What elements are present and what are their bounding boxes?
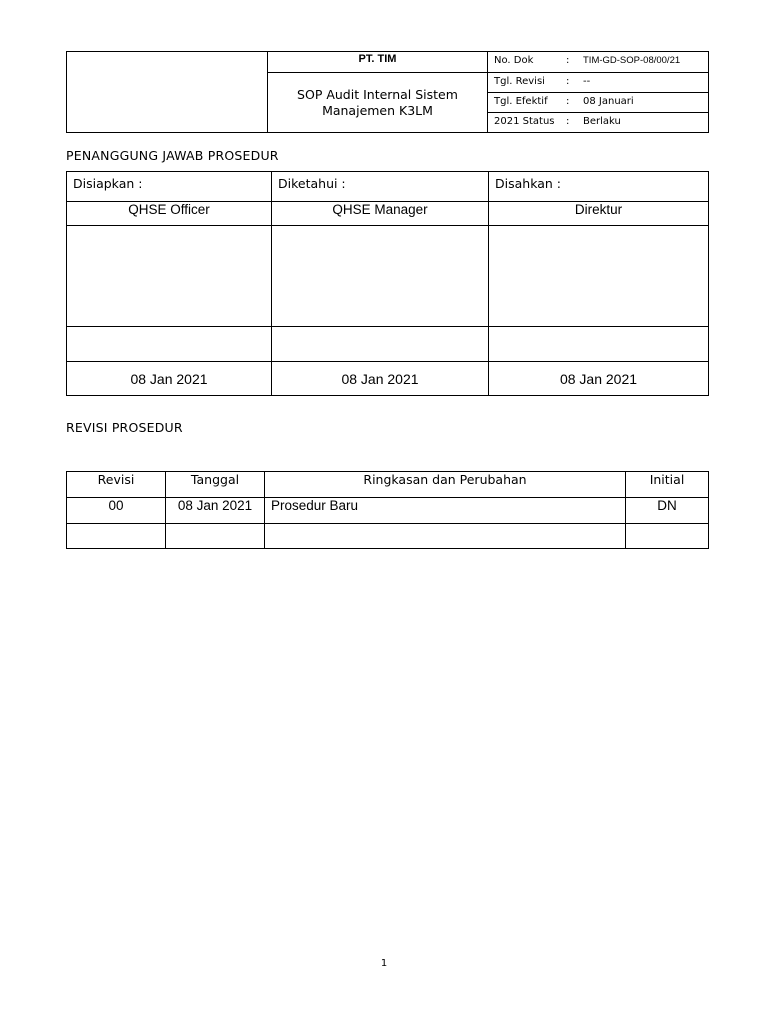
document-header-table [66,51,709,133]
table-row [67,498,709,524]
meta-effective-date [488,93,709,113]
signer-name-box [489,327,709,362]
title-line-1: SOP Audit Internal Sistem [297,86,458,102]
signature-box [272,226,489,327]
signer-name-box [67,327,272,362]
approved-date: 08 Jan 2021 [489,362,709,396]
empty-cell [626,524,709,549]
meta-value: Berlaku [583,116,621,127]
meta-revision-date [488,73,709,93]
document-title [268,73,488,133]
responsible-heading: PENANGGUNG JAWAB PROSEDUR [66,148,279,163]
revision-initial: DN [626,498,709,524]
title-line-2: Manajemen K3LM [322,102,433,118]
meta-status [488,113,709,133]
meta-label: Tgl. Revisi [494,76,545,87]
approved-by-label: Disahkan : [489,172,709,202]
meta-label: Tgl. Efektif [494,96,548,107]
company-name: PT. TIM [268,52,488,73]
meta-value: -- [583,76,591,87]
revision-heading: REVISI PROSEDUR [66,420,183,435]
column-header: Ringkasan dan Perubahan [265,472,626,498]
meta-colon: : [566,116,570,127]
responsible-table [66,171,709,396]
signature-box [67,226,272,327]
prepared-by-role: QHSE Officer [67,202,272,226]
meta-doc-number [488,52,709,73]
empty-cell [67,524,166,549]
prepared-by-label: Disiapkan : [67,172,272,202]
signer-name-box [272,327,489,362]
revision-number: 00 [67,498,166,524]
logo-area [67,52,268,133]
revision-table [66,471,709,549]
empty-cell [166,524,265,549]
meta-colon: : [566,76,570,87]
meta-value: TIM-GD-SOP-08/00/21 [583,55,681,66]
revision-summary: Prosedur Baru [265,498,626,524]
meta-colon: : [566,55,570,66]
signature-box [489,226,709,327]
meta-colon: : [566,96,570,107]
meta-value: 08 Januari [583,96,634,107]
column-header: Revisi [67,472,166,498]
acknowledged-by-role: QHSE Manager [272,202,489,226]
meta-label: 2021 Status [494,116,555,127]
column-header: Initial [626,472,709,498]
approved-by-role: Direktur [489,202,709,226]
empty-cell [265,524,626,549]
acknowledged-date: 08 Jan 2021 [272,362,489,396]
prepared-date: 08 Jan 2021 [67,362,272,396]
revision-date: 08 Jan 2021 [166,498,265,524]
table-row [67,524,709,549]
meta-label: No. Dok [494,55,534,66]
acknowledged-by-label: Diketahui : [272,172,489,202]
column-header: Tanggal [166,472,265,498]
page-number: 1 [380,958,388,969]
